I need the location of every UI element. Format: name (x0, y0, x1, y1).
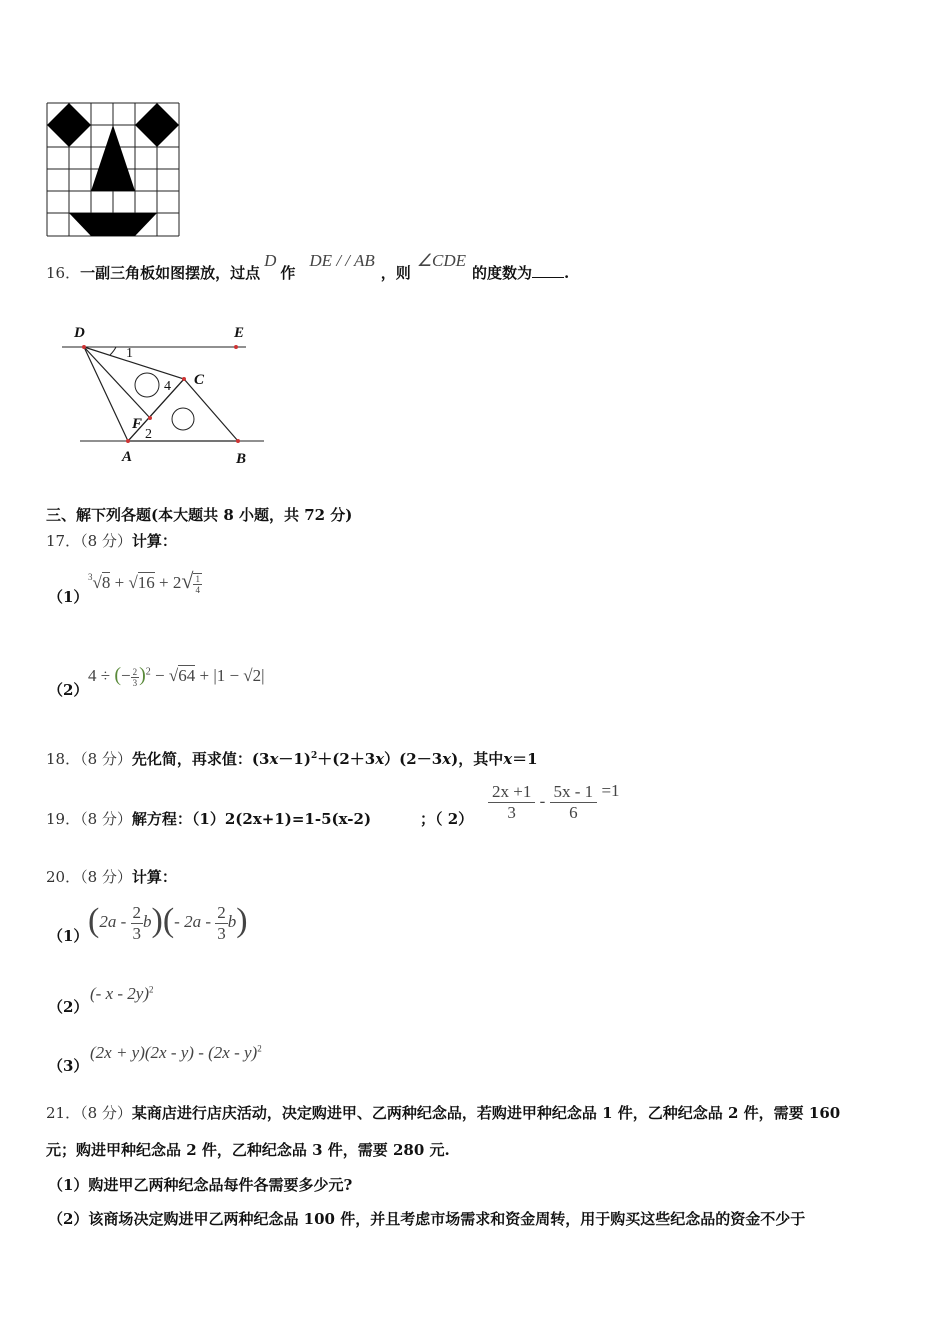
q20-part2-label: （2） (48, 998, 89, 1016)
question-19: 19．（8 分）解方程：（1）2(2x+1)=1-5(x-2) (46, 810, 372, 828)
label-F: F (132, 416, 143, 432)
angle-expression: ∠CDE (416, 251, 466, 270)
q17-part2-label: （2） (48, 681, 89, 699)
center-triangle (91, 125, 135, 191)
q19-separator: ；（ 2） (420, 810, 474, 828)
q21-subquestion-1: （1）购进甲乙两种纪念品每件各需要多少元? (48, 1176, 353, 1194)
label-B: B (236, 451, 247, 467)
question-21: 21．（8 分）某商店进行店庆活动，决定购进甲、乙两种纪念品，若购进甲种纪念品 1 件，乙种纪念品 2 件，需要 160 (46, 1104, 841, 1122)
label-angle-4: 4 (164, 379, 171, 394)
right-diamond (135, 103, 179, 147)
q20-part1-expression: (2a - $\frac{2}{3}$ b)(- 2a - $\frac{2}{3}$ b) (88, 902, 248, 943)
label-C: C (194, 372, 205, 388)
label-angle-1: 1 (126, 346, 133, 361)
grid-face-figure (46, 102, 182, 240)
q17-part2-expression: 4 ÷ (− $\frac{2}{3}$ )$^2$ − √64 + |1 − √2| (88, 664, 265, 688)
question-18: 18．（8 分）先化简，再求值：$(3x-1)^2+(2+3x)(2-3x)$，其中x＝1 (46, 750, 538, 768)
mouth-trapezoid (69, 213, 157, 236)
triangle-board-figure (58, 318, 268, 470)
label-D: D (74, 325, 85, 341)
parallel-expression: DE / / AB (309, 251, 375, 270)
q20-part1-label: （1） (48, 927, 89, 945)
label-angle-2: 2 (145, 427, 152, 442)
q20-part2-expression: (- x - 2y)$^2$ (90, 984, 154, 1003)
section-heading: 三、解下列各题(本大题共 8 小题，共 72 分) (46, 506, 353, 524)
answer-blank (532, 263, 564, 278)
q21-line2: 元；购进甲种纪念品 2 件，乙种纪念品 3 件，需要 280 元. (46, 1141, 450, 1159)
q19-equation-2: $\frac{2x +1}{3}$ - $\frac{5x - 1}{6}$ =1 (488, 782, 620, 823)
left-diamond (47, 103, 91, 147)
q20-part3-expression: (2x + y)(2x - y) - (2x - y)$^2$ (90, 1043, 262, 1062)
q17-part1-label: （1） (48, 588, 89, 606)
q20-part3-label: （3） (48, 1057, 89, 1075)
question-17: 17．（8 分）计算： (46, 532, 177, 550)
label-A: A (122, 449, 133, 465)
q21-subquestion-2: （2）该商场决定购进甲乙两种纪念品 100 件，并且考虑市场需求和资金周转，用于购买这些纪念品的资金不少于 (48, 1210, 806, 1228)
question-number: 16． (46, 264, 81, 282)
q17-part1-expression: $^3$√8 + √16 + 2√ $\frac{1}{4}$ (88, 568, 200, 596)
label-E: E (234, 325, 245, 341)
question-20: 20．（8 分）计算： (46, 868, 177, 886)
question-16: 16．一副三角板如图摆放，过点D作DE / / AB，则∠CDE的度数为 . (46, 251, 570, 282)
